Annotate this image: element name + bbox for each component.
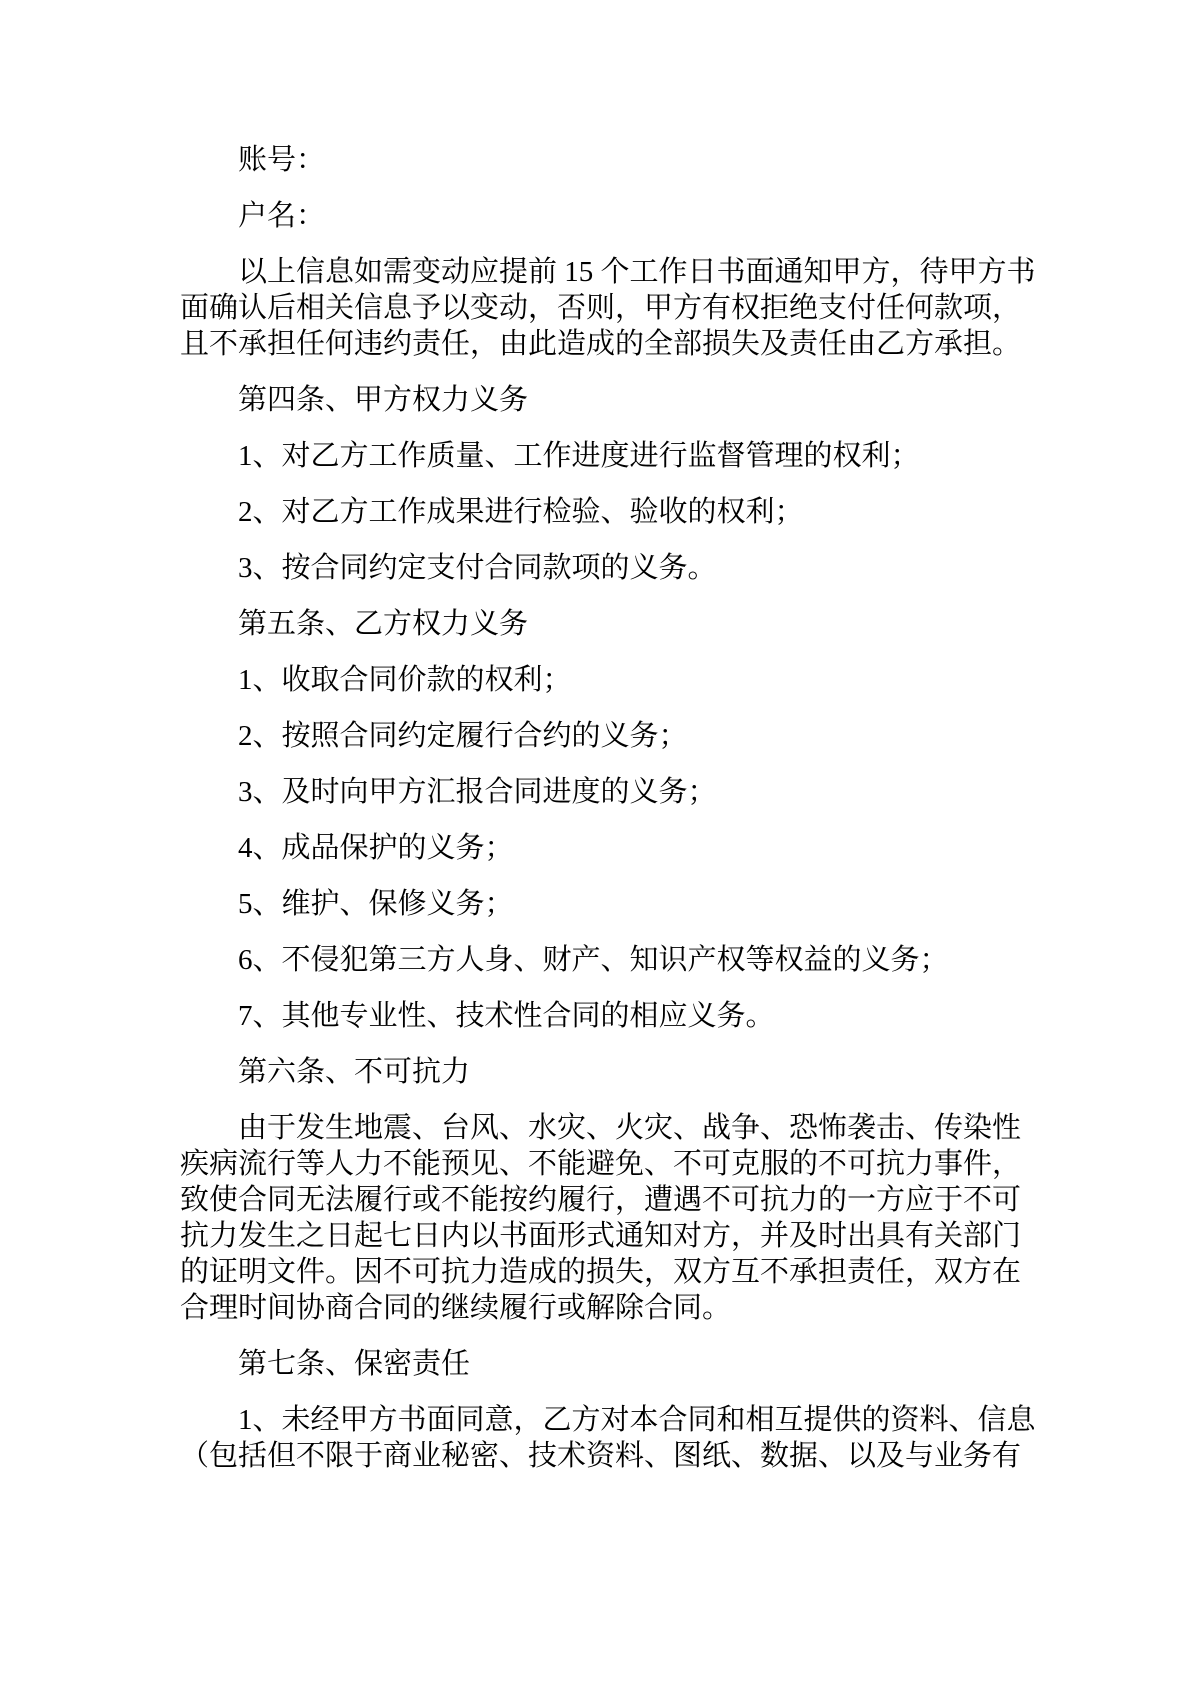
heading-text: 第五条、乙方权力义务 xyxy=(238,608,529,640)
para-change-notice xyxy=(180,254,1036,362)
heading-article-6 xyxy=(180,1054,1006,1090)
text-line: 4、成品保护的义务； xyxy=(238,832,514,864)
text-line: 3、及时向甲方汇报合同进度的义务； xyxy=(238,776,717,808)
text-line: 合理时间协商合同的继续履行或解除合同。 xyxy=(180,1292,732,1324)
item-article4-3 xyxy=(180,550,1006,586)
text-line: 1、未经甲方书面同意，乙方对本合同和相互提供的资料、信息 xyxy=(238,1404,1036,1436)
text-line: 2、按照合同约定履行合约的义务； xyxy=(238,720,688,752)
item-article5-4 xyxy=(180,830,1006,866)
heading-text: 第七条、保密责任 xyxy=(238,1348,471,1380)
text-line: （包括但不限于商业秘密、技术资料、图纸、数据、以及与业务有 xyxy=(180,1440,1022,1472)
item-article4-2 xyxy=(180,494,1006,530)
text-line: 抗力发生之日起七日内以书面形式通知对方，并及时出具有关部门 xyxy=(180,1220,1022,1252)
para-account-number xyxy=(180,142,1006,178)
text-line: 的证明文件。因不可抗力造成的损失，双方互不承担责任，双方在 xyxy=(180,1256,1022,1288)
para-account-holder-name xyxy=(180,198,1006,234)
item-article5-6 xyxy=(180,942,1006,978)
text-line: 且不承担任何违约责任，由此造成的全部损失及责任由乙方承担。 xyxy=(180,328,1022,360)
item-article5-2 xyxy=(180,718,1006,754)
text-line: 3、按合同约定支付合同款项的义务。 xyxy=(238,552,717,584)
item-article5-1 xyxy=(180,662,1006,698)
heading-text: 第四条、甲方权力义务 xyxy=(238,384,529,416)
text-line: 以上信息如需变动应提前 15 个工作日书面通知甲方，待甲方书 xyxy=(238,256,1036,288)
item-article5-5 xyxy=(180,886,1006,922)
text-line: 致使合同无法履行或不能按约履行，遭遇不可抗力的一方应于不可 xyxy=(180,1184,1022,1216)
text-line: 7、其他专业性、技术性合同的相应义务。 xyxy=(238,1000,775,1032)
item-article4-1 xyxy=(180,438,1006,474)
heading-article-4 xyxy=(180,382,1006,418)
text-line: 6、不侵犯第三方人身、财产、知识产权等权益的义务； xyxy=(238,944,949,976)
text-line: 1、对乙方工作质量、工作进度进行监督管理的权利； xyxy=(238,440,920,472)
heading-article-7 xyxy=(180,1346,1006,1382)
text-line: 1、收取合同价款的权利； xyxy=(238,664,572,696)
text-line: 户名： xyxy=(238,200,326,232)
item-article5-3 xyxy=(180,774,1006,810)
text-line: 由于发生地震、台风、水灾、火灾、战争、恐怖袭击、传染性 xyxy=(238,1112,1022,1144)
para-force-majeure xyxy=(180,1110,1022,1326)
para-confidentiality-item-1 xyxy=(180,1402,1036,1474)
heading-text: 第六条、不可抗力 xyxy=(238,1056,471,1088)
item-article5-7 xyxy=(180,998,1006,1034)
text-line: 面确认后相关信息予以变动，否则，甲方有权拒绝支付任何款项， xyxy=(180,292,1022,324)
heading-article-5 xyxy=(180,606,1006,642)
text-line: 5、维护、保修义务； xyxy=(238,888,514,920)
text-line: 疾病流行等人力不能预见、不能避免、不可克服的不可抗力事件， xyxy=(180,1148,1022,1180)
text-line: 2、对乙方工作成果进行检验、验收的权利； xyxy=(238,496,804,528)
text-line: 账号： xyxy=(238,144,326,176)
